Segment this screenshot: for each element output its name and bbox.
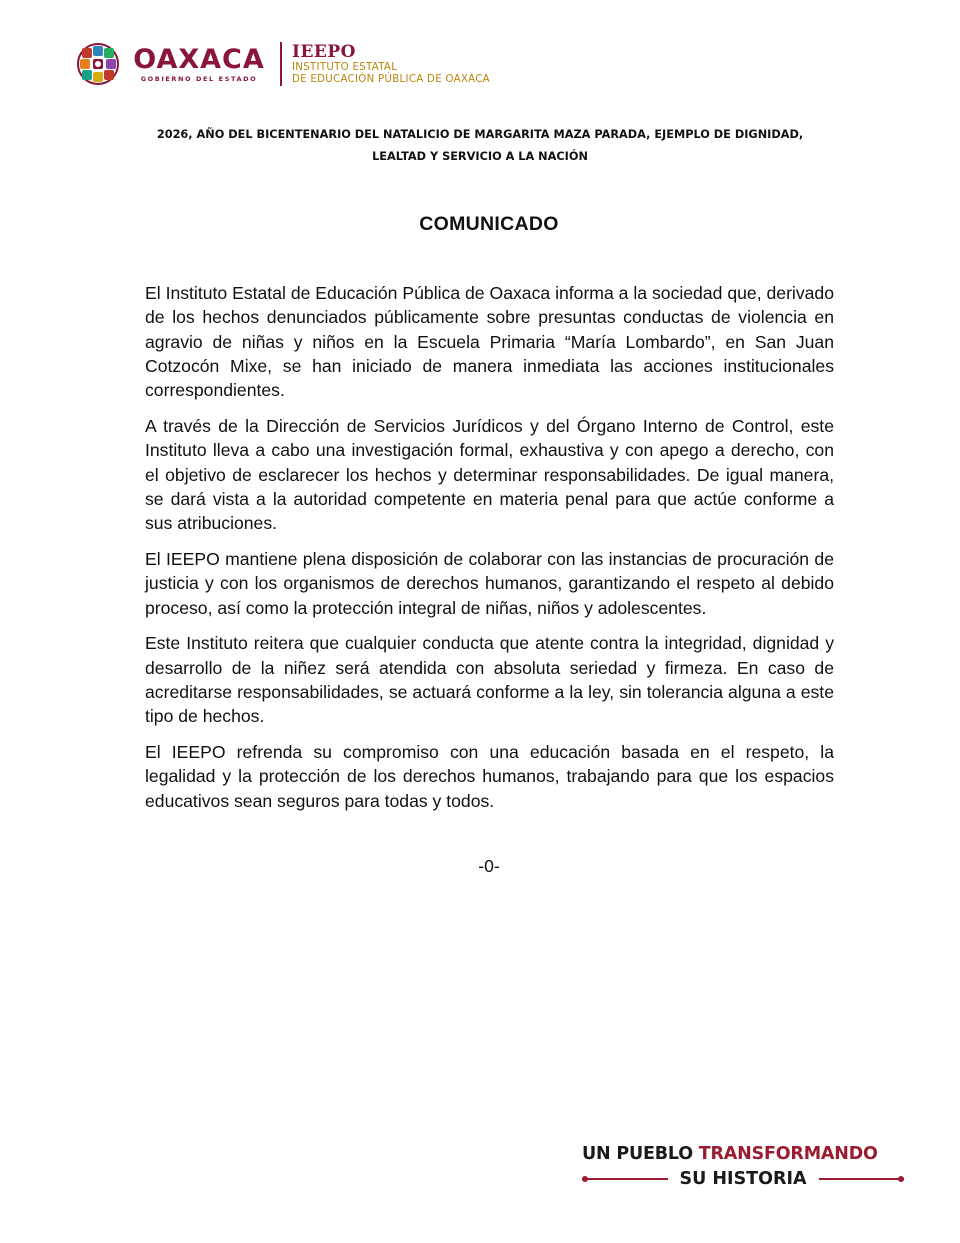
slogan-part-1: UN PUEBLO [582, 1144, 693, 1164]
motto-line-2: LEALTAD Y SERVICIO A LA NACIÓN [372, 150, 588, 163]
state-subtitle: GOBIERNO DEL ESTADO [140, 74, 258, 83]
oaxaca-emblem-icon [76, 42, 120, 86]
document-body [145, 281, 834, 824]
slogan-rule-left [582, 1178, 668, 1180]
paragraph: Este Instituto reitera que cualquier conducta que atente contra la integridad, dignidad y desarrollo de la niñez será atendida con absoluta seriedad y firmeza. En caso de acreditarse responsabilidades, se actuará conforme a la ley, sin tolerancia alguna a este tipo de hechos. [145, 633, 834, 727]
logo-divider [280, 42, 282, 86]
state-name: OAXACA [133, 43, 265, 75]
oaxaca-wordmark [128, 45, 270, 84]
institute-name-line1: INSTITUTO ESTATAL [292, 61, 398, 73]
institute-acronym: IEEPO [292, 41, 356, 62]
slogan-rule-right [819, 1178, 905, 1180]
year-motto [120, 124, 840, 168]
slogan-part-2: TRANSFORMANDO [698, 1144, 878, 1164]
paragraph: A través de la Dirección de Servicios Jurídicos y del Órgano Interno de Control, este Instituto lleva a cabo una investigación formal, exhaustiva y con apego a derecho, con el objetivo de esclarecer los hechos y determinar responsabilidades. De igual manera, se dará vista a la autoridad competente en materia penal para que actúe conforme a sus atribuciones. [145, 415, 834, 534]
motto-line-1: 2026, AÑO DEL BICENTENARIO DEL NATALICIO DE MARGARITA MAZA PARADA, EJEMPLO DE DIGNIDAD, [156, 128, 804, 141]
footer-slogan [582, 1143, 904, 1190]
paragraph: El IEEPO refrenda su compromiso con una educación basada en el respeto, la legalidad y la protección de los derechos humanos, trabajando para que los espacios educativos sean seguros para todas y todos. [145, 742, 834, 811]
header-logos [76, 40, 490, 88]
closing-mark: -0- [478, 856, 500, 876]
slogan-line-2 [582, 1168, 904, 1190]
ieepo-logo [292, 43, 490, 86]
paragraph: El IEEPO mantiene plena disposición de colaborar con las instancias de procuración de justicia y con los organismos de derechos humanos, garantizando el respeto al debido proceso, así como la protección integral de niñas, niños y adolescentes. [145, 548, 834, 618]
paragraph: El Instituto Estatal de Educación Pública de Oaxaca informa a la sociedad que, derivado de los hechos denunciados públicamente sobre presuntas conductas de violencia en agravio de niñas y niños en la Escuela Primaria “María Lombardo”, en San Juan Cotzocón Mixe, se han iniciado de manera inmediata las acciones institucionales correspondientes. [145, 283, 834, 401]
institute-name-line2: DE EDUCACIÓN PÚBLICA DE OAXACA [292, 73, 490, 85]
slogan-line-1 [582, 1143, 904, 1165]
document-title: COMUNICADO [419, 213, 559, 235]
slogan-part-3: SU HISTORIA [679, 1169, 807, 1189]
